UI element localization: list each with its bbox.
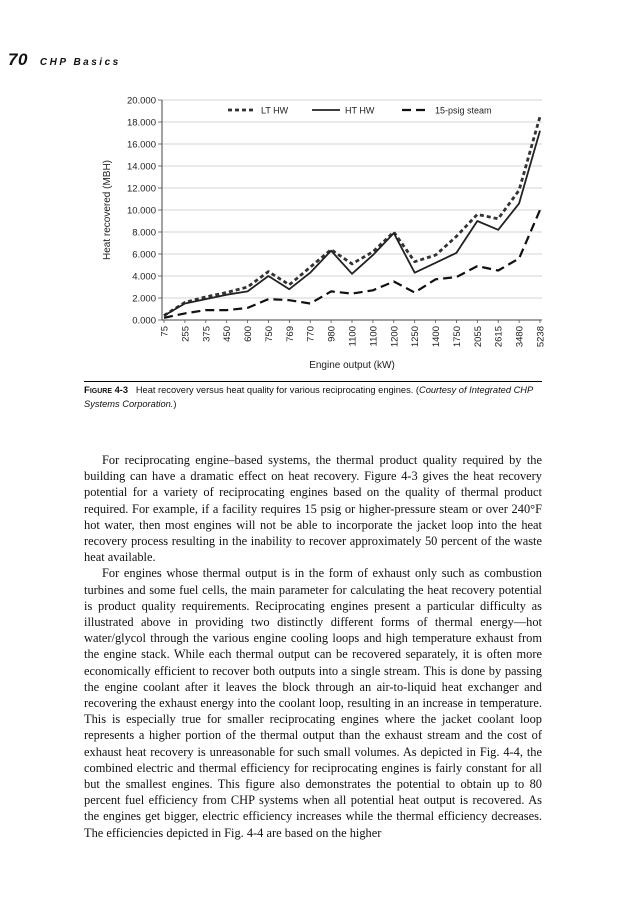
y-tick-label: 2.000: [132, 293, 156, 305]
y-tick-label: 16.000: [126, 139, 156, 151]
figure-caption: [84, 384, 554, 410]
y-axis-label: Heat recovered (MBH): [102, 159, 113, 261]
x-tick-label: 1250: [410, 326, 422, 348]
caption-close: ): [173, 398, 177, 409]
y-tick-label: 6.000: [132, 249, 156, 261]
y-tick-label: 4.000: [132, 271, 156, 283]
x-tick-label: 450: [222, 326, 234, 342]
x-tick-label: 1200: [389, 326, 401, 348]
body-text: [84, 452, 542, 841]
caption-text: Heat recovery versus heat quality for various reciprocating engines. (: [135, 385, 419, 395]
y-tick-label: 12.000: [126, 183, 156, 195]
caption-rule: [84, 381, 542, 382]
x-axis-label: Engine output (kW): [309, 360, 395, 371]
x-tick-label: 2615: [493, 326, 505, 348]
y-tick-label: 10.000: [126, 205, 156, 217]
running-head: CHP Basics: [39, 57, 121, 68]
y-tick-label: 14.000: [126, 161, 156, 173]
series-line-lt-hw: [164, 117, 540, 316]
heat-recovery-chart: [80, 88, 560, 378]
page-header: [8, 50, 121, 70]
x-tick-label: 769: [284, 326, 296, 342]
x-tick-label: 375: [201, 326, 213, 342]
legend-label: LT HW: [261, 105, 289, 116]
figure-label-word: Figure: [84, 385, 113, 396]
x-tick-label: 750: [263, 326, 275, 342]
figure-label-number: 4-3: [114, 385, 129, 395]
y-tick-label: 0.000: [132, 315, 156, 327]
x-tick-label: 2055: [472, 326, 484, 348]
legend-label: HT HW: [345, 105, 375, 116]
y-tick-label: 20.000: [126, 95, 156, 107]
y-tick-label: 18.000: [126, 117, 156, 129]
y-tick-label: 8.000: [132, 227, 156, 239]
paragraph-1: For reciprocating engine–based systems, the thermal product quality required by the building can have a dramatic effect on heat recovery. Figure 4-3 gives the heat recovery potential for a variety of reciprocating engines based on the quality of thermal product required. For example, if a facility requires 15 psig or higher-pressure steam or over 240°F hot water, then most engines will not be able to incorporate the jacket loop into the heat recovery process resulting in the inability to recover approximately 50 percent of the waste heat available.: [84, 453, 542, 565]
caption-credit: Courtesy of Integrated CHP Systems Corporation.: [84, 385, 533, 409]
x-tick-label: 980: [326, 326, 338, 342]
legend-label: 15-psig steam: [435, 105, 492, 116]
x-tick-label: 3480: [514, 326, 526, 348]
paragraph-2: For engines whose thermal output is in the form of exhaust only such as combustion turbines and some fuel cells, the main parameter for calculating the heat recovery potential is product quality requirements. Reciprocating engines present a particular difficulty as illustrated above in providing two distinctly different forms of thermal energy—hot water/glycol through the various engine cooling loops and high temperature exhaust from the engine stack. While each thermal output can be recovered separately, it is often more economically efficient to recover both outputs into a single stream. This is done by passing the engine coolant after it leaves the block through an air-to-liquid heat exchanger and recovering the exhaust energy into the coolant loop, resulting in an increase in temperature. This is especially true for smaller reciprocating engines where the jacket coolant loop represents a higher portion of the thermal output than the exhaust stream and the cost of exhaust heat recovery is unreasonable for such small volumes. As depicted in Fig. 4-4, the combined electric and thermal efficiency for reciprocating engines is fairly constant for all but the smallest engines. This figure also demonstrates the potential to obtain up to 80 percent fuel efficiency from CHP systems when all potential heat output is recovered. As the engines get bigger, electric efficiency increases while the thermal efficiency decreases. The efficiencies depicted in Fig. 4-4 are based on the higher: [84, 566, 542, 840]
x-tick-label: 1100: [368, 326, 380, 347]
x-tick-label: 255: [180, 326, 192, 342]
page-number: 70: [8, 50, 28, 69]
x-tick-label: 1400: [431, 326, 443, 348]
x-tick-label: 75: [159, 326, 171, 337]
x-tick-label: 5238: [535, 326, 547, 348]
x-tick-label: 600: [243, 326, 255, 342]
x-tick-label: 1750: [451, 326, 463, 348]
x-tick-label: 1100: [347, 326, 359, 347]
x-tick-label: 770: [305, 326, 317, 342]
series-line-ht-hw: [164, 131, 540, 316]
